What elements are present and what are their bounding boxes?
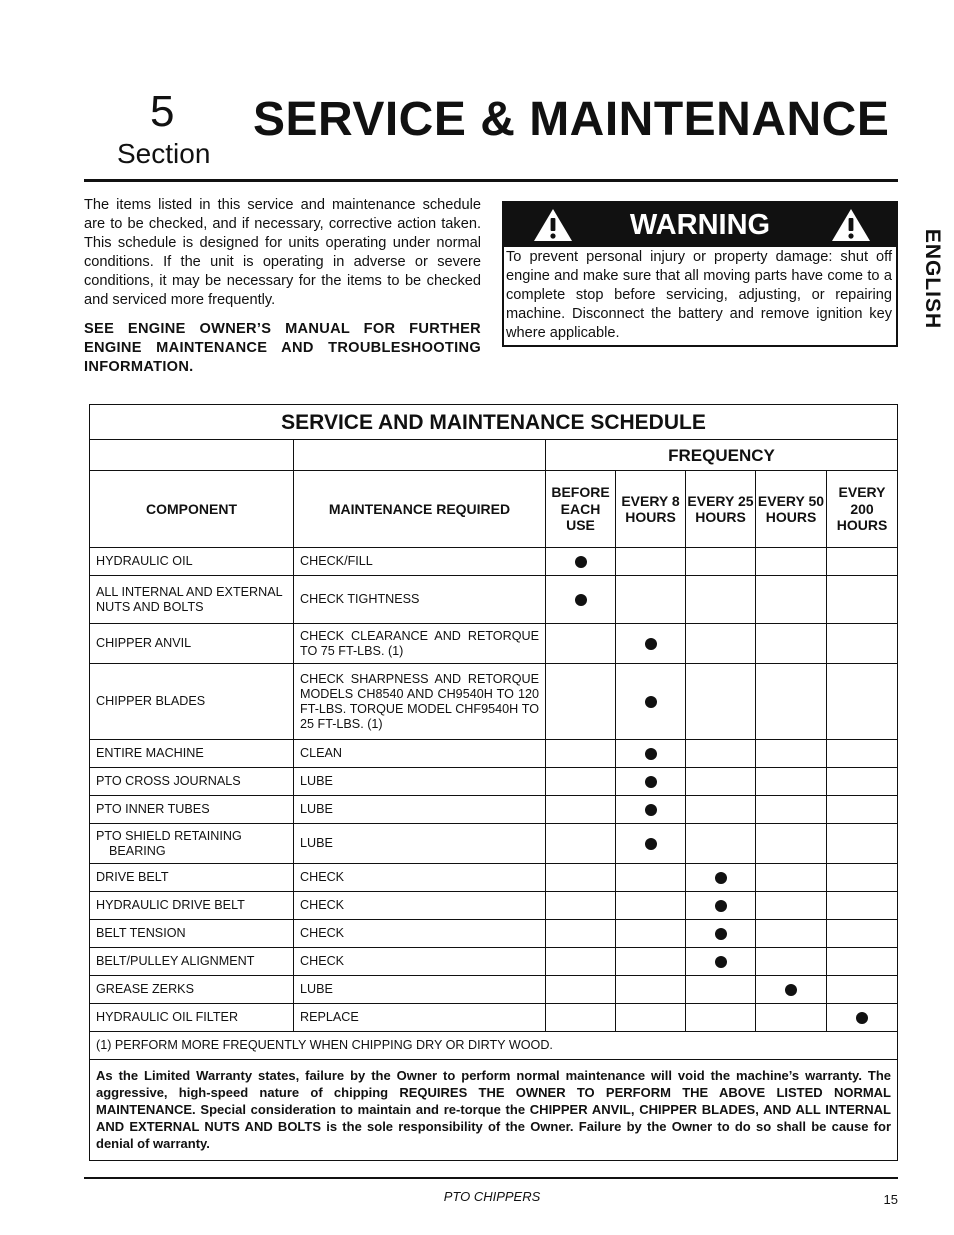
table-row [90,740,898,768]
component-cell: BELT/PULLEY ALIGNMENT [90,948,294,976]
schedule-dot [715,928,727,940]
component-cell: PTO INNER TUBES [90,796,294,824]
component-cell: DRIVE BELT [90,864,294,892]
freq-header-every-50-hours: EVERY 50 HOURS [756,471,827,548]
component-cell: BELT TENSION [90,920,294,948]
schedule-dot [785,984,797,996]
schedule-dot [645,838,657,850]
title-divider [84,179,898,182]
component-cell: ALL INTERNAL AND EXTERNAL NUTS AND BOLTS [90,576,294,624]
component-cell: HYDRAULIC OIL [90,548,294,576]
schedule-dot [575,594,587,606]
maintenance-cell: CHECK SHARPNESS AND RETORQUE MODELS CH8540 AND CH9540H TO 120 FT-LBS. TORQUE MODEL CHF9540H TO 25 FT-LBS. (1) [294,664,546,740]
table-row [90,548,898,576]
section-label: Section [117,138,211,169]
table-row [90,624,898,664]
warning-triangle-icon [830,207,872,243]
maintenance-cell: LUBE [294,796,546,824]
schedule-title: SERVICE AND MAINTENANCE SCHEDULE [90,405,898,440]
maintenance-cell: CHECK [294,920,546,948]
maintenance-cell: CHECK [294,948,546,976]
table-row [90,892,898,920]
language-tab [916,224,948,334]
table-row [90,576,898,624]
warning-box [502,201,898,347]
table-row [90,768,898,796]
table-row [90,664,898,740]
maintenance-cell: CHECK [294,892,546,920]
component-cell: ENTIRE MACHINE [90,740,294,768]
freq-header-every-25-hours: EVERY 25 HOURS [686,471,756,548]
maintenance-cell: CLEAN [294,740,546,768]
page-number: 15 [883,1192,898,1207]
maintenance-cell: REPLACE [294,1004,546,1032]
component-cell: GREASE ZERKS [90,976,294,1004]
table-row [90,1004,898,1032]
schedule-dot [856,1012,868,1024]
maintenance-cell: LUBE [294,976,546,1004]
footer-product-name: PTO CHIPPERS [443,1189,541,1204]
maintenance-cell: LUBE [294,824,546,864]
component-cell: CHIPPER BLADES [90,664,294,740]
schedule-dot [645,748,657,760]
warranty-note: As the Limited Warranty states, failure by the Owner to perform normal maintenance will void the machine’s warranty. The aggressive, high-speed nature of chipping REQUIRES THE OWNER TO PERFORM THE ABOVE LISTED NORMAL MAINTENANCE. Special consideration to maintain and re-torque the CHIPPER ANVIL, CHIPPER BLADES, AND ALL INTERNAL AND EXTERNAL NUTS AND BOLTS is the sole responsibility of the Owner. Failure by the Owner to do so shall be cause for denial of warranty. [90,1060,898,1161]
warning-header [504,203,896,247]
schedule-dot [715,900,727,912]
schedule-dot [645,776,657,788]
table-row [90,864,898,892]
intro-paragraph: The items listed in this service and maintenance schedule are to be checked, and if necessary, corrective action taken. This schedule is designed for units operating under normal conditions. If the unit is operating in adverse or severe conditions, it may be necessary for the items to be checked and serviced more frequently. [84,197,481,308]
schedule-dot [645,696,657,708]
schedule-dot [645,638,657,650]
frequency-header: FREQUENCY [546,440,898,471]
table-row [90,920,898,948]
maintenance-schedule-table [89,404,898,1161]
component-cell: CHIPPER ANVIL [90,624,294,664]
table-row [90,948,898,976]
footer-divider [84,1177,898,1179]
schedule-dot [715,872,727,884]
table-row [90,976,898,1004]
schedule-dot [645,804,657,816]
warning-text: To prevent personal injury or property damage: shut off engine and make sure that all moving parts have come to a complete stop before servicing, adjusting, or repairing machine. Disconnect the battery and remove ignition key where applicable. [506,249,892,341]
freq-header-every-8-hours: EVERY 8 HOURS [616,471,686,548]
maintenance-cell: CHECK TIGHTNESS [294,576,546,624]
section-number: 5 [150,87,175,136]
table-row [90,824,898,864]
schedule-dot [575,556,587,568]
maintenance-cell: LUBE [294,768,546,796]
intro-text [84,196,481,377]
component-cell: PTO SHIELD RETAINING BEARING [90,824,294,864]
warning-title: WARNING [629,209,771,241]
component-cell: PTO CROSS JOURNALS [90,768,294,796]
maintenance-header: MAINTENANCE REQUIRED [294,471,546,548]
maintenance-cell: CHECK CLEARANCE AND RETORQUE TO 75 FT-LBS. (1) [294,624,546,664]
maintenance-cell: CHECK [294,864,546,892]
blank-cell [294,440,546,471]
freq-header-every-200-hours: EVERY 200 HOURS [827,471,898,548]
component-header: COMPONENT [90,471,294,548]
engine-manual-note: SEE ENGINE OWNER’S MANUAL FOR FURTHER ENGINE MAINTENANCE AND TROUBLESHOOTING INFORMATION. [84,321,481,375]
component-cell: HYDRAULIC OIL FILTER [90,1004,294,1032]
blank-cell [90,440,294,471]
maintenance-cell: CHECK/FILL [294,548,546,576]
freq-header-before-each-use: BEFORE EACH USE [546,471,616,548]
table-row [90,796,898,824]
page-title: SERVICE & MAINTENANCE [253,93,890,146]
table-footnote: (1) PERFORM MORE FREQUENTLY WHEN CHIPPING DRY OR DIRTY WOOD. [90,1032,898,1060]
language-label: ENGLISH [921,228,944,330]
component-cell: HYDRAULIC DRIVE BELT [90,892,294,920]
schedule-dot [715,956,727,968]
